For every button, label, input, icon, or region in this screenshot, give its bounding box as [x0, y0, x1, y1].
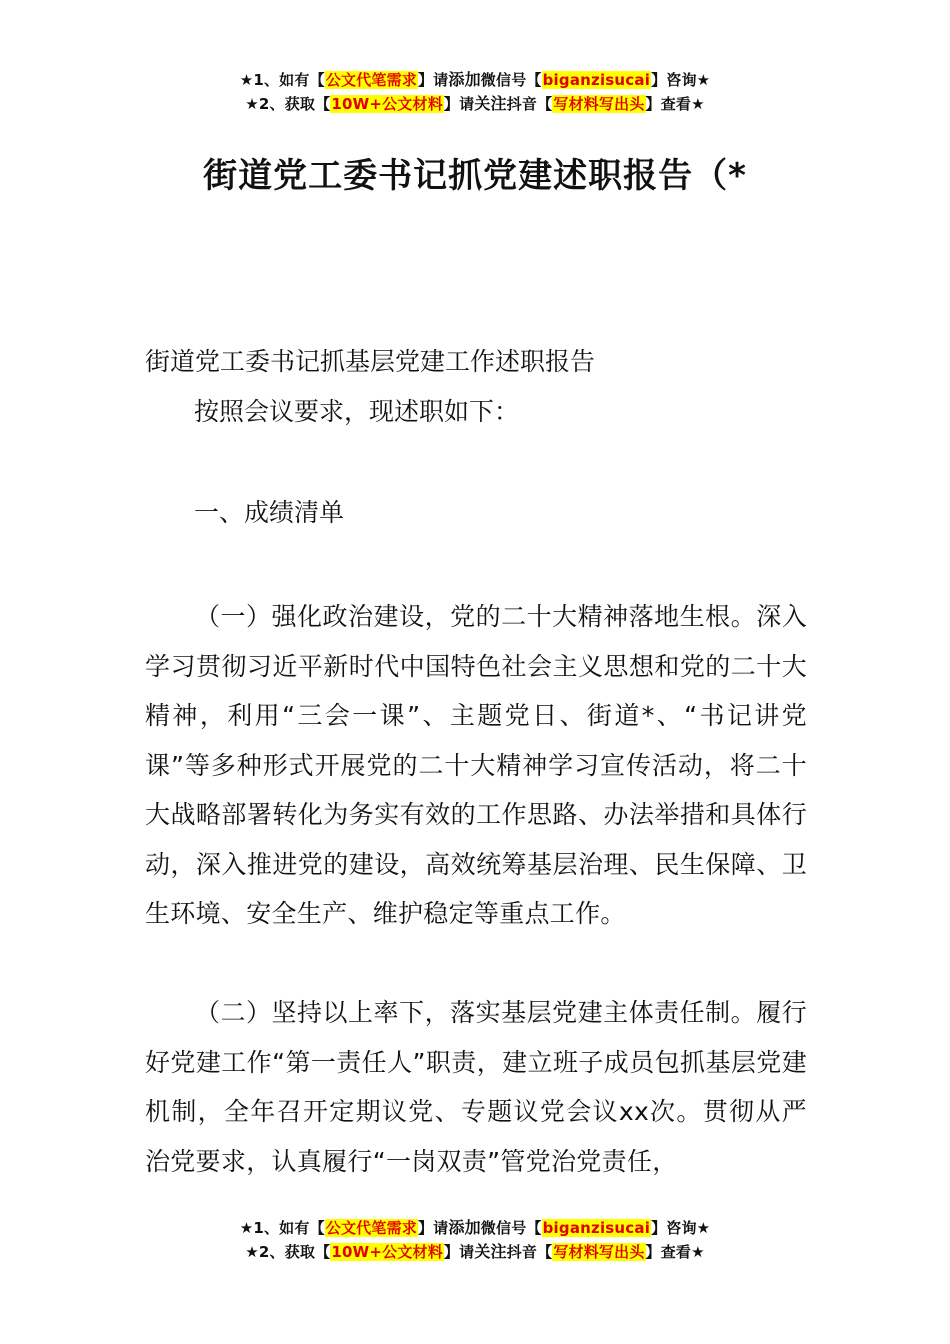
document-subtitle: 街道党工委书记抓基层党建工作述职报告	[145, 347, 596, 376]
body-paragraph-2: （二）坚持以上率下，落实基层党建主体责任制。履行好党建工作“第一责任人”职责，建立班子成员包抓基层党建机制，全年召开定期议党、专题议党会议xx次。贯彻从严治党要求，认真履行“一岗双责”管党治党责任，	[145, 998, 807, 1176]
section-heading: 一、成绩清单	[194, 498, 345, 527]
promo-line-1: ★1、如有【公文代笔需求】请添加微信号【biganzisucai】咨询★	[239, 1218, 711, 1237]
promo-line-2: ★2、获取【10W+公文材料】请关注抖音【写材料写出头】查看★	[245, 94, 705, 113]
promo-highlight: 10W+公文材料	[331, 1243, 443, 1261]
promo-line-2: ★2、获取【10W+公文材料】请关注抖音【写材料写出头】查看★	[245, 1242, 705, 1261]
promo-highlight: 公文代笔需求	[325, 71, 417, 89]
douyin-account: 写材料写出头	[553, 95, 645, 113]
document-title: 街道党工委书记抓党建述职报告（*	[203, 156, 747, 196]
promo-highlight: 10W+公文材料	[331, 95, 443, 113]
promo-highlight: 公文代笔需求	[325, 1219, 417, 1237]
wechat-id: biganzisucai	[542, 1219, 651, 1237]
douyin-account: 写材料写出头	[553, 1243, 645, 1261]
wechat-id: biganzisucai	[542, 71, 651, 89]
intro-line: 按照会议要求，现述职如下：	[194, 397, 520, 426]
promo-banner-bottom	[0, 1216, 950, 1264]
promo-banner-top	[0, 68, 950, 116]
body-paragraph-1: （一）强化政治建设，党的二十大精神落地生根。深入学习贯彻习近平新时代中国特色社会主义思想和党的二十大精神，利用“三会一课”、主题党日、街道*、“书记讲党课”等多种形式开展党的二十大精神学习宣传活动，将二十大战略部署转化为务实有效的工作思路、办法举措和具体行动，深入推进党的建设，高效统筹基层治理、民生保障、卫生环境、安全生产、维护稳定等重点工作。	[145, 602, 807, 928]
promo-line-1: ★1、如有【公文代笔需求】请添加微信号【biganzisucai】咨询★	[239, 70, 711, 89]
